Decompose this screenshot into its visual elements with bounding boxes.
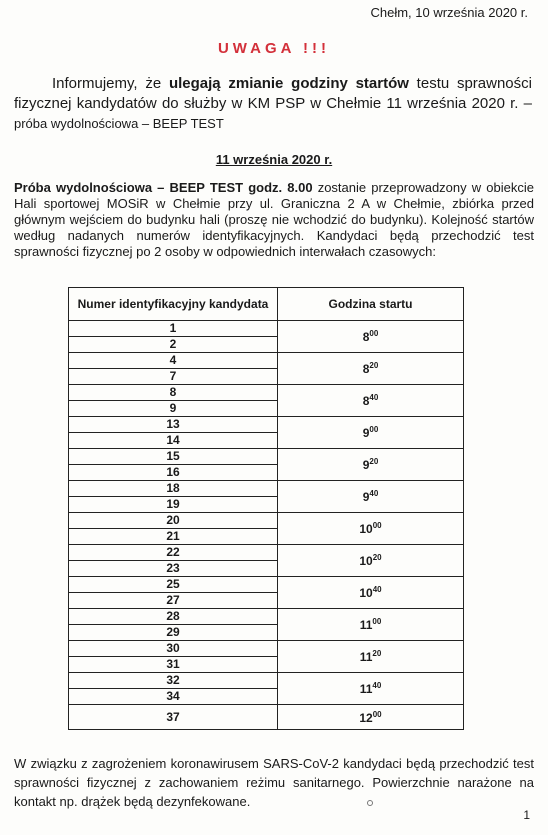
candidate-id-cell: 13 — [69, 417, 278, 433]
candidate-id-cell: 15 — [69, 449, 278, 465]
candidate-id-cell: 7 — [69, 369, 278, 385]
start-time-cell — [278, 705, 464, 730]
candidate-id-cell: 30 — [69, 641, 278, 657]
start-time-cell — [278, 417, 464, 449]
table-row — [69, 641, 464, 657]
header-start-time: Godzina startu — [278, 288, 464, 321]
candidate-id-cell: 25 — [69, 577, 278, 593]
start-time-cell — [278, 513, 464, 545]
start-hour: 9 — [362, 458, 370, 472]
candidate-id-cell: 20 — [69, 513, 278, 529]
sanitary-note: W związku z zagrożeniem koronawirusem SARS-CoV-2 kandydaci będą przechodzić test sprawności fizycznej z zachowaniem reżimu sanitarnego. Powierzchnie narażone na kontakt np. drążek będą dezynfekowane. — [14, 756, 534, 809]
candidate-id-cell: 28 — [69, 609, 278, 625]
start-minutes: 00 — [372, 617, 382, 626]
punch-mark — [367, 800, 373, 806]
start-minutes: 40 — [372, 681, 382, 690]
table-row — [69, 705, 464, 730]
table-row — [69, 577, 464, 593]
start-hour: 10 — [359, 554, 373, 568]
start-hour: 12 — [359, 710, 373, 725]
start-time-cell — [278, 609, 464, 641]
notice-title: UWAGA !!! — [217, 40, 331, 57]
candidate-id-cell: 4 — [69, 353, 278, 369]
candidate-id-cell: 27 — [69, 593, 278, 609]
start-hour: 11 — [359, 682, 373, 696]
candidate-id-cell: 2 — [69, 337, 278, 353]
date-heading: 11 września 2020 r. — [215, 152, 333, 167]
candidate-id-cell: 14 — [69, 433, 278, 449]
start-minutes: 20 — [372, 553, 382, 562]
table-row — [69, 545, 464, 561]
start-hour: 9 — [362, 490, 370, 504]
candidate-id-cell: 29 — [69, 625, 278, 641]
intro-text-2: testu sprawności fizycznej kandydatów do służby w KM PSP w Chełmie 11 września 2020 r. – — [14, 75, 532, 112]
start-minutes: 40 — [372, 585, 382, 594]
table-row — [69, 321, 464, 337]
candidate-id-cell: 22 — [69, 545, 278, 561]
table-row — [69, 513, 464, 529]
start-time-cell — [278, 449, 464, 481]
start-time-cell — [278, 641, 464, 673]
candidate-id-cell: 21 — [69, 529, 278, 545]
start-minutes: 20 — [372, 649, 382, 658]
start-minutes: 40 — [369, 393, 379, 402]
start-hour: 11 — [359, 618, 373, 632]
candidate-id-cell: 1 — [69, 321, 278, 337]
table-row — [69, 417, 464, 433]
start-minutes: 00 — [372, 521, 382, 530]
candidate-id-cell: 8 — [69, 385, 278, 401]
intro-test-name: próba wydolnościowa – BEEP TEST — [14, 116, 224, 131]
table-row — [69, 481, 464, 497]
start-time-cell — [278, 353, 464, 385]
candidate-id-cell: 34 — [69, 689, 278, 705]
test-description-text: zostanie przeprowadzony w obiekcie Hali sportowej MOSiR w Chełmie przy ul. Graniczna 2 A w Chełmie, zbiórka przed głównym wejściem do budynku hali (proszę nie wchodzić do budynku). Kolejność startów według nadanych numerów identyfikacyjnych. Kandydaci będą przechodzić test sprawności fizycznej po 2 osoby w odpowiednich interwałach czasowych: — [14, 180, 534, 259]
candidate-id-cell: 16 — [69, 465, 278, 481]
start-hour: 11 — [359, 650, 373, 664]
schedule-table — [68, 287, 464, 730]
test-description-bold: Próba wydolnościowa – BEEP TEST godz. 8.00 — [14, 180, 313, 195]
candidate-id-cell: 19 — [69, 497, 278, 513]
start-minutes: 20 — [369, 361, 379, 370]
table-row — [69, 449, 464, 465]
start-time-cell — [278, 673, 464, 705]
start-hour: 8 — [362, 394, 370, 408]
test-description — [14, 180, 534, 260]
start-hour: 9 — [362, 426, 370, 440]
start-time-cell — [278, 481, 464, 513]
start-minutes: 00 — [369, 425, 379, 434]
table-row — [69, 385, 464, 401]
start-minutes: 00 — [372, 709, 382, 719]
start-time-cell — [278, 321, 464, 353]
start-time-cell — [278, 545, 464, 577]
start-minutes: 40 — [369, 489, 379, 498]
page-number: 1 — [523, 808, 530, 822]
start-hour: 10 — [359, 586, 373, 600]
intro-paragraph — [14, 74, 532, 134]
start-time-cell — [278, 385, 464, 417]
candidate-id-cell: 9 — [69, 401, 278, 417]
intro-text-bold: ulegają zmianie godziny startów — [168, 75, 409, 92]
candidate-id-cell: 32 — [69, 673, 278, 689]
start-hour: 8 — [362, 330, 370, 344]
table-row — [69, 609, 464, 625]
place-date: Chełm, 10 września 2020 r. — [370, 5, 528, 20]
start-minutes: 00 — [369, 329, 379, 338]
table-row — [69, 353, 464, 369]
table-row — [69, 673, 464, 689]
candidate-id-cell: 23 — [69, 561, 278, 577]
start-hour: 8 — [362, 362, 370, 376]
start-time-cell — [278, 577, 464, 609]
candidate-id-cell: 18 — [69, 481, 278, 497]
intro-text-1: Informujemy, że — [52, 75, 169, 92]
start-minutes: 20 — [369, 457, 379, 466]
candidate-id-cell: 31 — [69, 657, 278, 673]
header-candidate-id: Numer identyfikacyjny kandydata — [69, 288, 278, 321]
start-hour: 10 — [359, 522, 373, 536]
candidate-id-cell: 37 — [69, 705, 278, 730]
